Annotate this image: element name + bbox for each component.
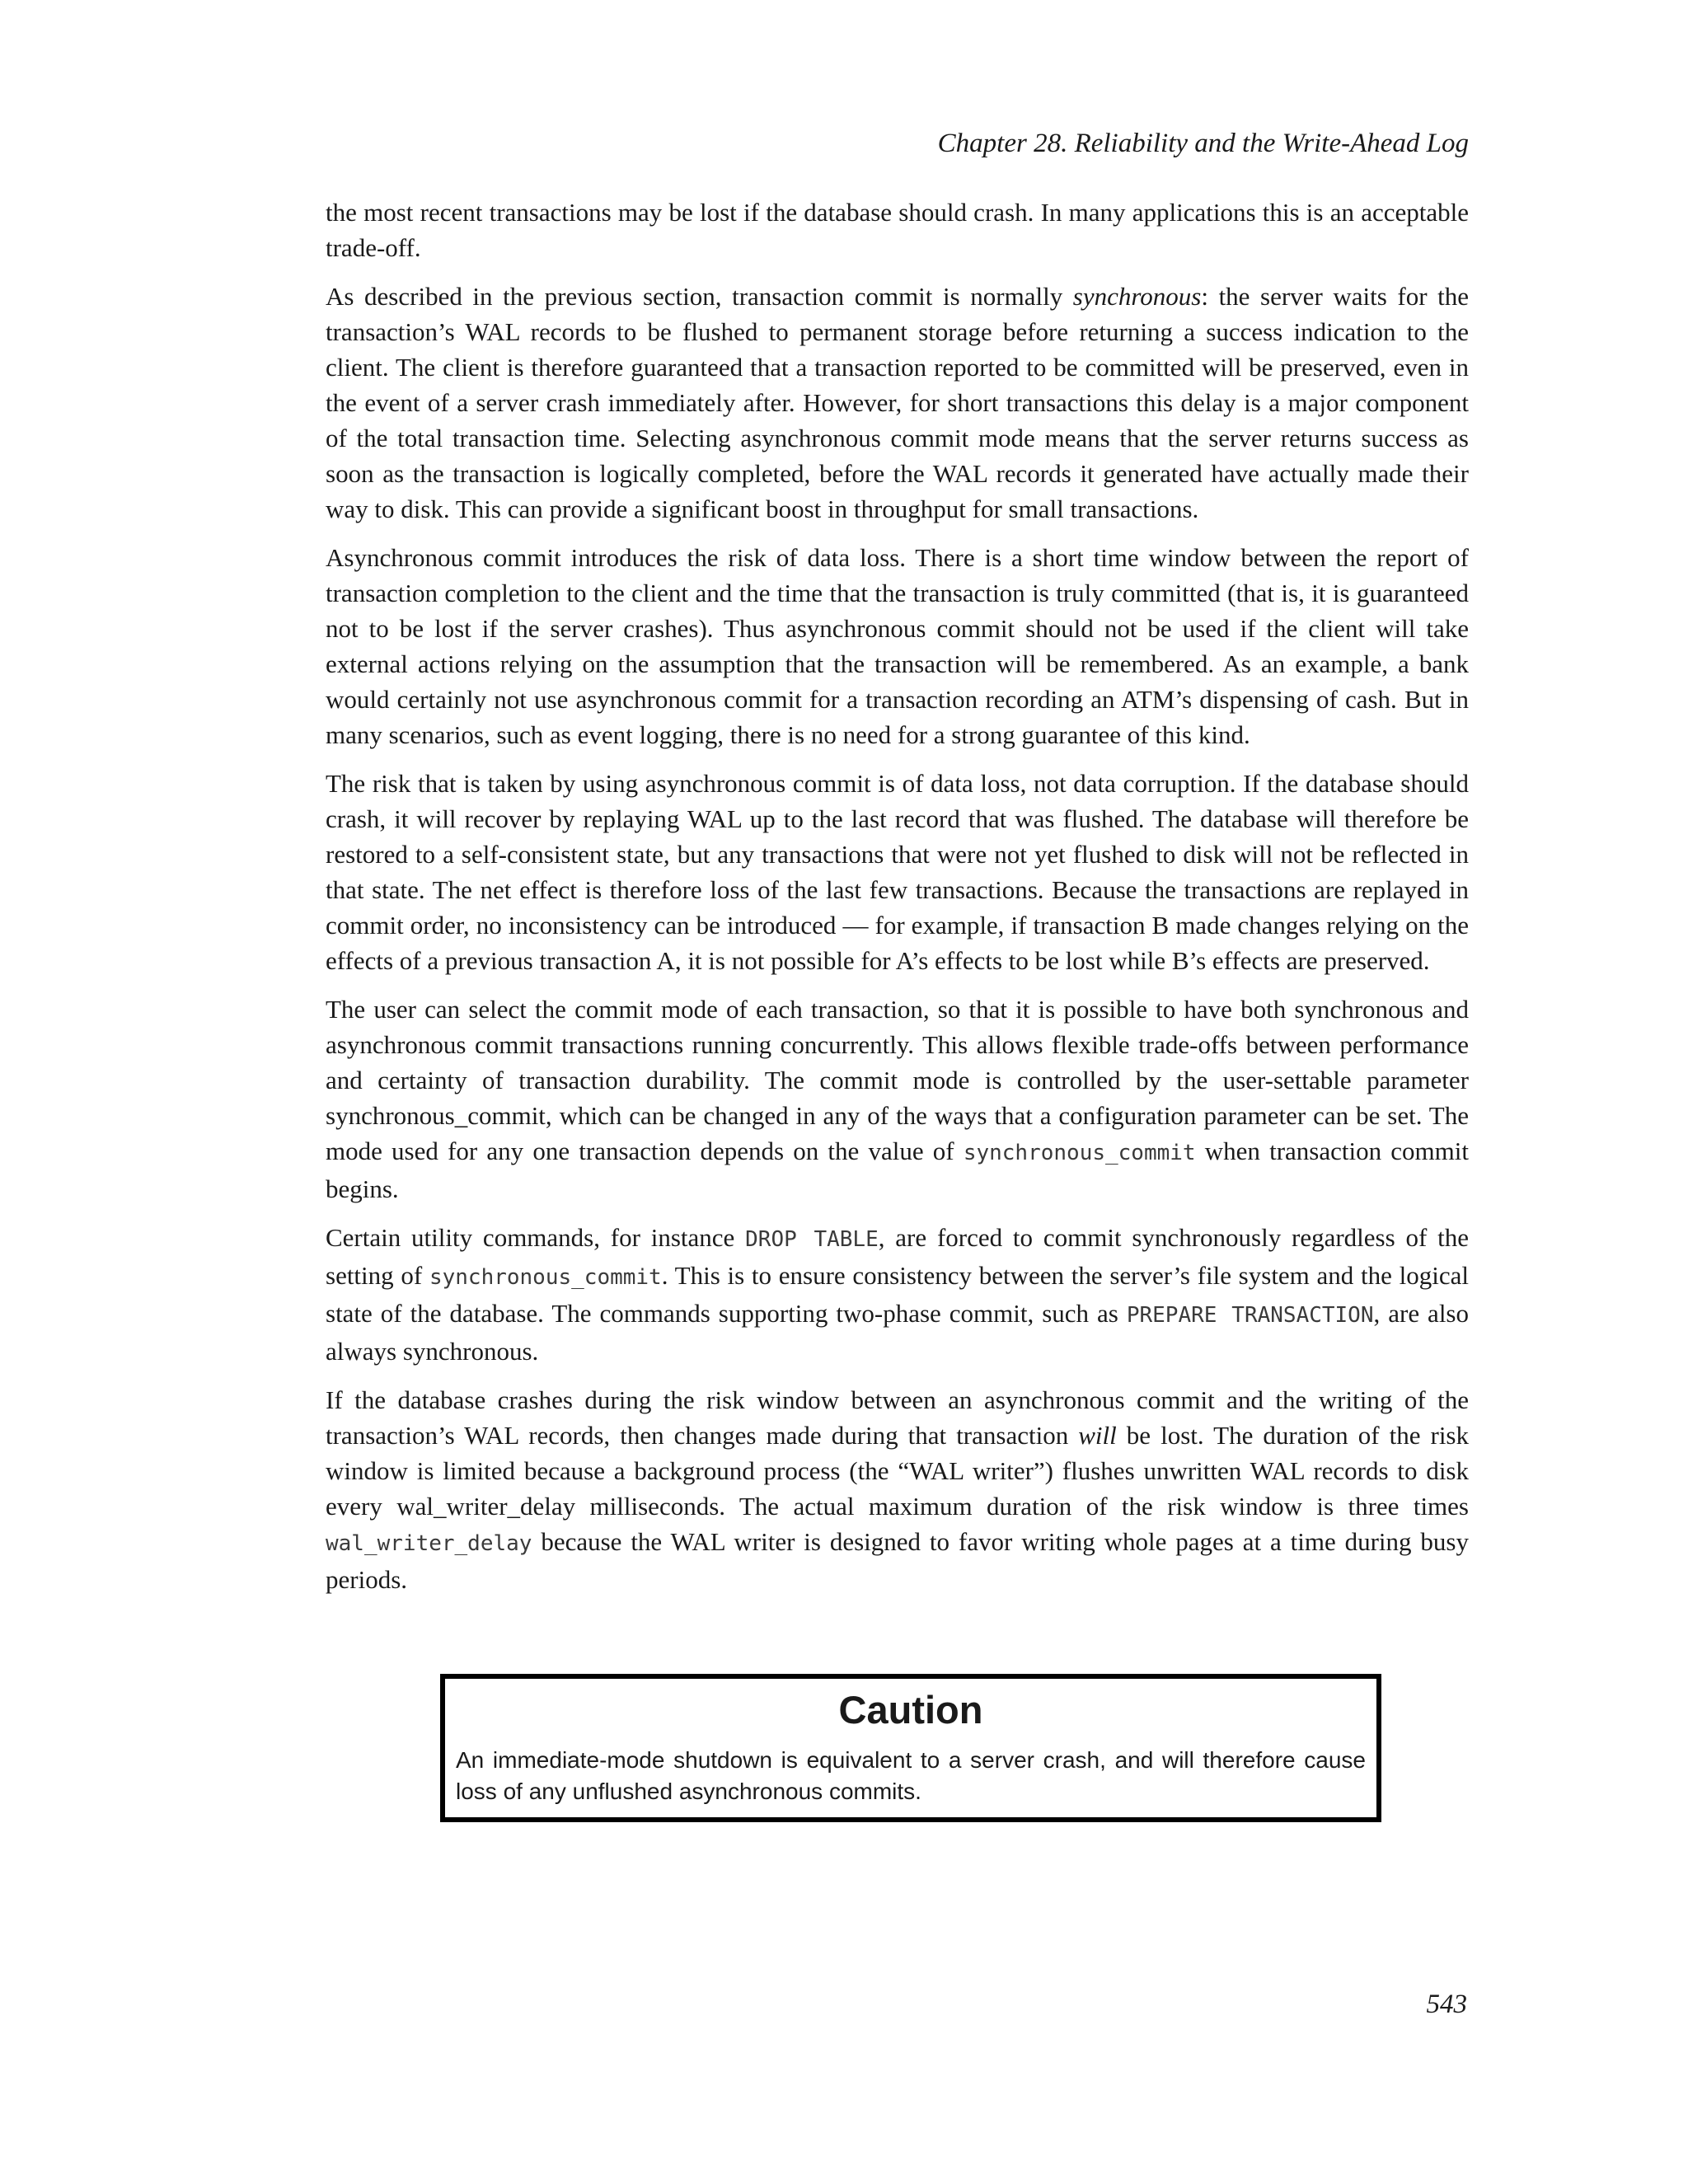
paragraph-5-after: when transaction commit begins. [326,1137,1469,1203]
caution-text: An immediate-mode shutdown is equivalent to a server crash, and will therefore cause loss of any unflushed asynchronous commits. [456,1747,1366,1804]
synchronous-commit-code: synchronous_commit [963,1141,1196,1165]
paragraph-6-part-1: Certain utility commands, for instance [326,1223,746,1252]
paragraph-2 [326,279,1469,527]
paragraph-6-part-2: , are forced to commit synchronously regardless of the setting of [326,1223,1469,1290]
paragraph-3-text: Asynchronous commit introduces the risk of data loss. There is a short time window between the report of transaction completion to the client and the time that the transaction is truly committed (that is, it is guaranteed not to be lost if the server crashes). Thus asynchronous commit should not be used if the client will take external actions relying on the assumption that the transaction will be remembered. As an example, a bank would certainly not use asynchronous commit for a transaction recording an ATM’s dispensing of cash. But in many scenarios, such as event logging, there is no need for a strong guarantee of this kind. [326,543,1469,749]
paragraph-7-part-3: because the WAL writer is designed to favor writing whole pages at a time during busy periods. [326,1527,1469,1594]
caution-title: Caution [838,1688,983,1732]
synchronous-emphasis: synchronous [1072,282,1202,311]
paragraph-1-text: the most recent transactions may be lost if the database should crash. In many applications this is an acceptable trade-off. [326,198,1469,262]
paragraph-7-part-2: be lost. The duration of the risk window is limited because a background process (the “WAL writer”) flushes unwritten WAL records to disk every wal_writer_delay milliseconds. The actual maximum duration of the risk window is three times [326,1421,1469,1521]
paragraph-4-text: The risk that is taken by using asynchronous commit is of data loss, not data corruption. If the database should crash, it will recover by replaying WAL up to the last record that was flushed. The database will therefore be restored to a self-consistent state, but any transactions that were not yet flushed to disk will not be reflected in that state. The net effect is therefore loss of the last few transactions. Because the transactions are replayed in commit order, no inconsistency can be introduced — for example, if transaction B made changes relying on the effects of a previous transaction A, it is not possible for A’s effects to be lost while B’s effects are preserved. [326,769,1469,975]
caution-box [440,1674,1381,1822]
paragraph-6-part-3: . This is to ensure consistency between the server’s file system and the logical state of the database. The commands supporting two-phase commit, such as [326,1261,1469,1328]
prepare-transaction-code: PREPARE TRANSACTION [1126,1303,1374,1328]
synchronous-commit-code: synchronous_commit [429,1265,662,1290]
paragraph-3 [326,540,1469,752]
paragraph-5-before: The user can select the commit mode of each transaction, so that it is possible to have both synchronous and asynchronous commit transactions running concurrently. This allows flexible trade-offs between performance and certainty of transaction durability. The commit mode is controlled by the user-settable parameter synchronous_commit, which can be changed in any of the ways that a configuration parameter can be set. The mode used for any one transaction depends on the value of [326,995,1469,1165]
drop-table-code: DROP TABLE [745,1227,879,1252]
paragraph-7 [326,1382,1469,1597]
paragraph-6 [326,1220,1469,1369]
paragraph-2-after: : the server waits for the transaction’s WAL records to be flushed to permanent storage before returning a success indication to the client. The client is therefore guaranteed that a transaction reported to be committed will be preserved, even in the event of a server crash immediately after. However, for short transactions this delay is a major component of the total transaction time. Selecting asynchronous commit mode means that the server returns success as soon as the transaction is logically completed, before the WAL records it generated have actually made their way to disk. This can provide a significant boost in throughput for small transactions. [326,282,1470,523]
paragraph-6-part-4: , are also always synchronous. [326,1299,1469,1366]
body-text [326,194,1469,1610]
paragraph-4 [326,766,1469,978]
paragraph-1 [326,194,1469,265]
paragraph-7-part-1: If the database crashes during the risk window between an asynchronous commit and the writing of the transaction’s WAL records, then changes made during that transaction [326,1385,1469,1450]
page-number: 543 [1426,1990,1467,2019]
running-header: Chapter 28. Reliability and the Write-Ahead Log [937,129,1469,158]
wal-writer-delay-code: wal_writer_delay [326,1531,532,1556]
will-emphasis: will [1078,1421,1117,1450]
paragraph-2-before: As described in the previous section, transaction commit is normally [326,282,1073,311]
paragraph-5 [326,991,1469,1207]
